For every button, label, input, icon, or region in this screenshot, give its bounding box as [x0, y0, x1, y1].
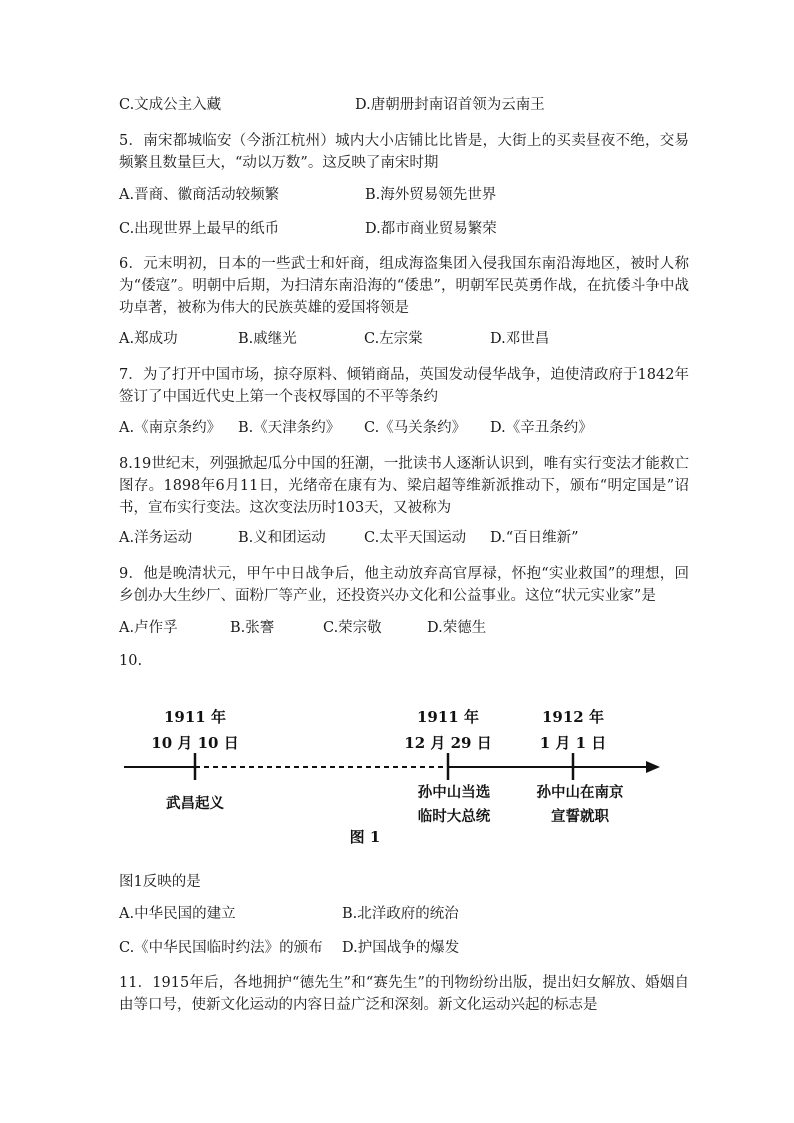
timeline-event-1-date: 10 月 10 日	[151, 734, 239, 752]
q7-option-a: A.《南京条约》	[119, 420, 222, 436]
q5-option-d: D.都市商业贸易繁荣	[365, 221, 497, 237]
timeline-event-3-date: 1 月 1 日	[539, 734, 607, 752]
q9-option-b: B.张謇	[230, 620, 275, 636]
timeline-event-2-date: 12 月 29 日	[404, 734, 492, 752]
q4-option-c: C.文成公主入藏	[119, 97, 222, 113]
q6-option-d: D.邓世昌	[490, 331, 550, 347]
timeline-event-2-label-line2: 临时大总统	[417, 808, 491, 825]
q10-option-c: C.《中华民国临时约法》的颁布	[119, 940, 323, 956]
timeline-event-1-label: 武昌起义	[166, 795, 224, 812]
q9-stem: 9．他是晚清状元，甲午中日战争后，他主动放弃高官厚禄，怀抱“实业救国”的理想，回乡创办大生纱厂、面粉厂等产业，还投资兴办文化和公益事业。这位“状元实业家”是	[119, 566, 689, 604]
q10-option-a: A.中华民国的建立	[119, 906, 236, 922]
timeline-event-2-year: 1911 年	[417, 708, 479, 726]
q5-option-c: C.出现世界上最早的纸币	[119, 221, 280, 237]
q7-option-c: C.《马关条约》	[364, 420, 467, 436]
q8-option-b: B.义和团运动	[238, 530, 326, 546]
timeline-arrowhead	[646, 761, 660, 773]
q6-stem: 6．元末明初，日本的一些武士和奸商，组成海盗集团入侵我国东南沿海地区，被时人称为“倭寇”。明朝中后期，为扫清东南沿海的“倭患”，明朝军民英勇作战，在抗倭斗争中战功卓著，被称为伟大的民族英雄的爱国将领是	[119, 256, 689, 316]
timeline-caption: 图 1	[349, 828, 381, 846]
q6-option-b: B.戚继光	[238, 331, 297, 347]
q9-option-d: D.荣德生	[427, 620, 487, 636]
q10-timeline-figure	[118, 700, 668, 860]
q4-option-d: D.唐朝册封南诏首领为云南王	[355, 97, 545, 113]
timeline-event-3-label-line2: 宣誓就职	[551, 808, 609, 825]
q5-stem: 5．南宋都城临安（今浙江杭州）城内大小店铺比比皆是，大街上的买卖昼夜不绝，交易频繁且数量巨大，“动以万数”。这反映了南宋时期	[119, 133, 689, 171]
q11-stem: 11．1915年后，各地拥护“德先生”和“赛先生”的刊物纷纷出版，提出妇女解放、婚姻自由等口号，使新文化运动的内容日益广泛和深刻。新文化运动兴起的标志是	[119, 975, 689, 1013]
q8-option-a: A.洋务运动	[119, 530, 193, 546]
q10-option-d: D.护国战争的爆发	[342, 940, 460, 956]
q5-option-a: A.晋商、徽商活动较频繁	[119, 187, 280, 203]
q8-stem: 8.19世纪末，列强掀起瓜分中国的狂潮，一批读书人逐渐认识到，唯有实行变法才能救亡图存。1898年6月11日，光绪帝在康有为、梁启超等维新派推动下，颁布“明定国是”诏书，宣布实行变法。这次变法历时103天，又被称为	[119, 456, 689, 516]
q6-option-c: C.左宗棠	[364, 331, 423, 347]
q10-number: 10.	[119, 653, 143, 669]
q7-option-b: B.《天津条约》	[238, 420, 341, 436]
timeline-event-1-year: 1911 年	[164, 708, 226, 726]
q7-option-d: D.《辛丑条约》	[490, 420, 593, 436]
q5-option-b: B.海外贸易领先世界	[365, 187, 497, 203]
timeline-event-3-label-line1: 孙中山在南京	[536, 784, 624, 801]
q8-option-c: C.太平天国运动	[364, 530, 467, 546]
q10-stem: 图1反映的是	[119, 874, 201, 890]
q8-option-d: D.“百日维新”	[490, 530, 579, 546]
timeline-event-3-year: 1912 年	[542, 708, 604, 726]
timeline-event-2-label-line1: 孙中山当选	[417, 784, 491, 801]
q9-option-a: A.卢作孚	[119, 620, 178, 636]
q6-option-a: A.郑成功	[119, 331, 178, 347]
q10-option-b: B.北洋政府的统治	[342, 906, 459, 922]
q7-stem: 7．为了打开中国市场，掠夺原料、倾销商品，英国发动侵华战争，迫使清政府于1842年签订了中国近代史上第一个丧权辱国的不平等条约	[119, 367, 689, 405]
q9-option-c: C.荣宗敬	[323, 620, 382, 636]
